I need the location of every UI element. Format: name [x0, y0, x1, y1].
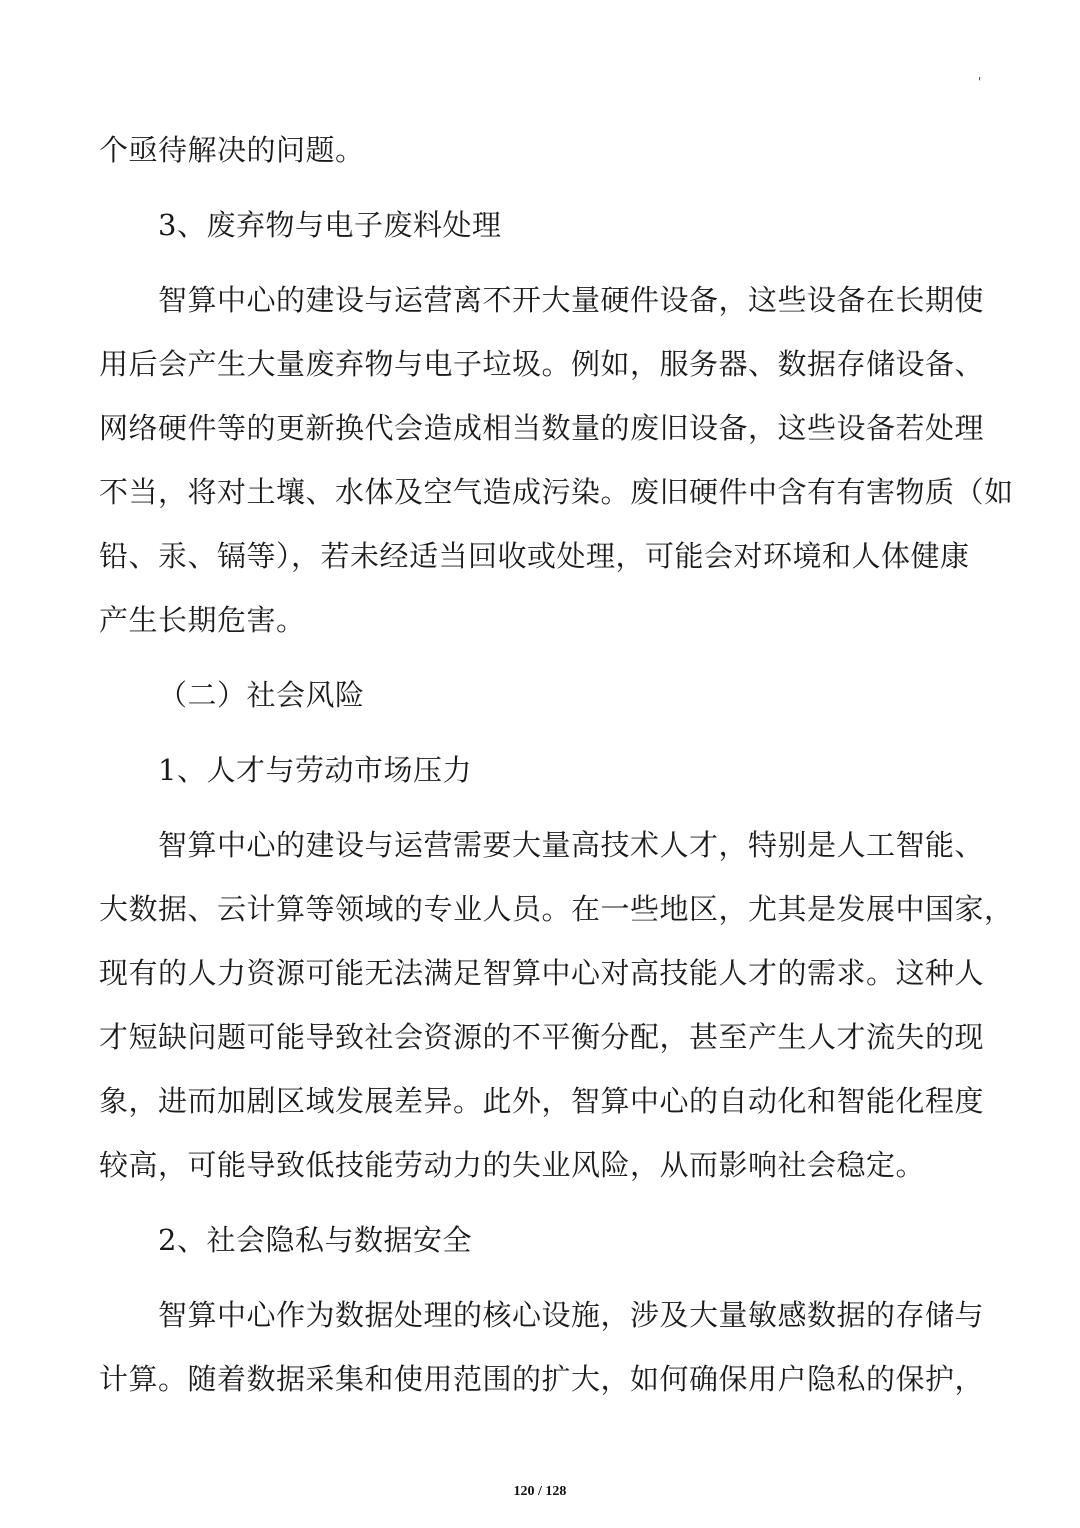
text-line: 象，进而加剧区域发展差异。此外，智算中心的自动化和智能化程度: [99, 1084, 985, 1118]
text-line: 网络硬件等的更新换代会造成相当数量的废旧设备，这些设备若处理: [99, 411, 985, 445]
text-line: 用后会产生大量废弃物与电子垃圾。例如，服务器、数据存储设备、: [99, 347, 985, 381]
document-body: [99, 118, 1014, 1411]
paragraph-waste: [99, 268, 1014, 652]
paragraph-continuation: [99, 118, 984, 182]
corner-mark: ': [978, 75, 982, 89]
heading-text: 2、社会隐私与数据安全: [158, 1223, 472, 1257]
section-heading-privacy: [99, 1208, 984, 1272]
paragraph-privacy: [99, 1283, 984, 1411]
text-line: 大数据、云计算等领域的专业人员。在一些地区，尤其是发展中国家，: [99, 892, 1014, 926]
section-heading-social-risk: [99, 663, 984, 727]
heading-text: 1、人才与劳动市场压力: [158, 753, 472, 787]
section-heading-talent: [99, 738, 984, 802]
text-line: 不当，将对土壤、水体及空气造成污染。废旧硬件中含有有害物质（如: [99, 475, 1014, 509]
text-line: 才短缺问题可能导致社会资源的不平衡分配，甚至产生人才流失的现: [99, 1020, 985, 1054]
text-line: 智算中心的建设与运营需要大量高技术人才，特别是人工智能、: [158, 828, 985, 862]
text-line: 智算中心的建设与运营离不开大量硬件设备，这些设备在长期使: [158, 283, 985, 317]
text-line: 智算中心作为数据处理的核心设施，涉及大量敏感数据的存储与: [158, 1298, 985, 1332]
text-line: 计算。随着数据采集和使用范围的扩大，如何确保用户隐私的保护，: [99, 1362, 985, 1396]
section-heading-waste: [99, 193, 984, 257]
paragraph-talent: [99, 813, 1014, 1197]
page-number: 120 / 128: [513, 1484, 567, 1499]
text-line: 较高，可能导致低技能劳动力的失业风险，从而影响社会稳定。: [99, 1148, 926, 1182]
heading-text: （二）社会风险: [158, 678, 365, 712]
text-line: 铅、汞、镉等），若未经适当回收或处理，可能会对环境和人体健康: [99, 539, 970, 573]
text-line: 现有的人力资源可能无法满足智算中心对高技能人才的需求。这种人: [99, 956, 985, 990]
text-line: 个亟待解决的问题。: [99, 133, 365, 167]
heading-text: 3、废弃物与电子废料处理: [158, 208, 502, 242]
text-line: 产生长期危害。: [99, 603, 306, 637]
